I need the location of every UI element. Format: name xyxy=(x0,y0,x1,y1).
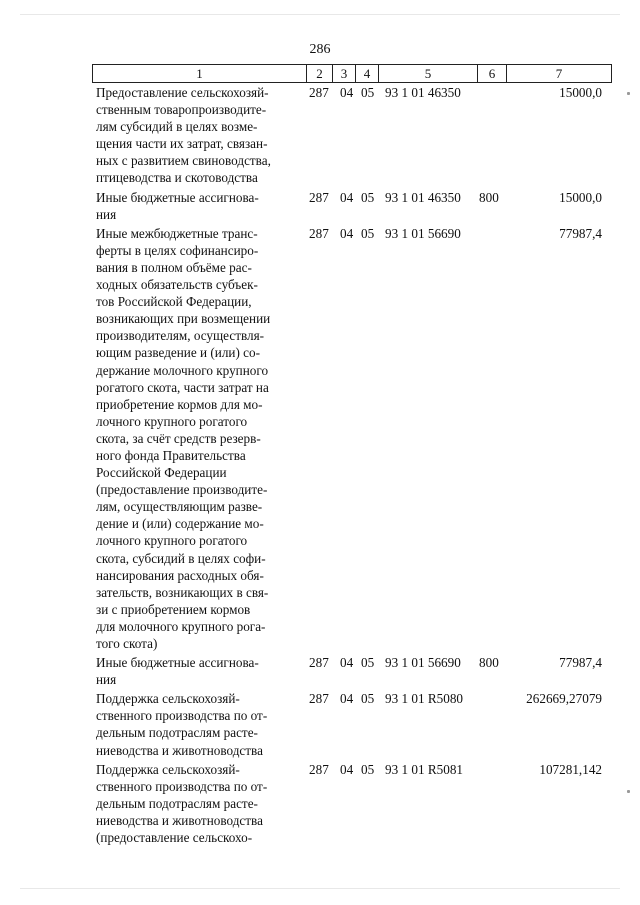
cell-c7: 15000,0 xyxy=(559,85,602,100)
cell-c2: 287 xyxy=(309,85,329,100)
cell-c5: 93 1 01 56690 xyxy=(385,655,461,671)
description-line: зи с приобретением кормов xyxy=(96,601,251,617)
description-line: лочного крупного рогатого xyxy=(96,413,248,429)
description-line: нансирования расходных обя- xyxy=(96,567,264,583)
table-row xyxy=(0,654,640,688)
header-col-5: 5 xyxy=(379,65,478,83)
description-line: Поддержка сельскохозяй- xyxy=(96,691,240,707)
top-scan-border xyxy=(20,14,620,15)
cell-c5: 93 1 01 46350 xyxy=(385,85,461,100)
header-col-2: 2 xyxy=(307,65,333,83)
cell-c2: 287 xyxy=(309,761,329,777)
cell-c2: 287 xyxy=(309,655,329,671)
description-line: Иные бюджетные ассигнова- xyxy=(96,655,259,671)
cell-c7: 77987,4 xyxy=(559,225,602,241)
description-line: того скота) xyxy=(96,636,158,651)
description-line: для молочного крупного рога- xyxy=(96,618,266,634)
row-description xyxy=(96,189,301,223)
table-row xyxy=(0,690,640,758)
table-header xyxy=(92,64,612,83)
description-line: дельным подотраслям расте- xyxy=(96,725,258,741)
description-line: ниеводства и животноводства xyxy=(96,742,263,758)
description-line: ственного производства по от- xyxy=(96,778,268,794)
description-line: ного фонда Правительства xyxy=(96,447,246,463)
header-col-6: 6 xyxy=(478,65,507,83)
cell-c5: 93 1 01 46350 xyxy=(385,189,461,205)
cell-c5: 93 1 01 R5081 xyxy=(385,761,464,777)
cell-c5: 93 1 01 56690 xyxy=(385,225,461,241)
cell-c6: 800 xyxy=(479,655,499,671)
description-line: ниеводства и животноводства xyxy=(96,812,263,828)
description-line: ния xyxy=(96,206,117,222)
header-col-7: 7 xyxy=(507,65,612,83)
cell-c7: 262669,27079 xyxy=(526,691,602,707)
description-line: скота, за счёт средств резерв- xyxy=(96,430,261,446)
description-line: щения части их затрат, связан- xyxy=(96,136,268,152)
cell-c3: 04 xyxy=(340,85,354,100)
cell-c2: 287 xyxy=(309,189,329,205)
header-col-3: 3 xyxy=(333,65,356,83)
row-description xyxy=(96,225,301,652)
table-row xyxy=(0,761,640,846)
cell-c4: 05 xyxy=(361,655,375,671)
description-line: приобретение кормов для мо- xyxy=(96,396,263,412)
row-description xyxy=(96,690,301,758)
description-line: производителям, осуществля- xyxy=(96,328,265,344)
description-line: Иные бюджетные ассигнова- xyxy=(96,189,259,205)
cell-c3: 04 xyxy=(340,189,354,205)
cell-c3: 04 xyxy=(340,225,354,241)
cell-c4: 05 xyxy=(361,225,375,241)
description-line: дельным подотраслям расте- xyxy=(96,795,258,811)
cell-c7: 15000,0 xyxy=(559,189,602,205)
description-line: ственного производства по от- xyxy=(96,708,268,724)
description-line: держание молочного крупного xyxy=(96,362,269,378)
bottom-scan-border xyxy=(20,888,620,889)
header-col-4: 4 xyxy=(356,65,379,83)
cell-c4: 05 xyxy=(361,761,375,777)
description-line: ния xyxy=(96,672,117,688)
cell-c5: 93 1 01 R5080 xyxy=(385,691,464,707)
cell-c2: 287 xyxy=(309,225,329,241)
description-line: ственным товаропроизводите- xyxy=(96,102,267,118)
description-line: лям, осуществляющим разве- xyxy=(96,499,263,515)
header-col-1: 1 xyxy=(93,65,307,83)
description-line: ющим разведение и (или) со- xyxy=(96,345,260,361)
description-line: вания в полном объёме рас- xyxy=(96,259,252,275)
cell-c4: 05 xyxy=(361,691,375,707)
description-line: возникающих при возмещении xyxy=(96,311,271,327)
row-description xyxy=(96,654,301,688)
cell-c2: 287 xyxy=(309,691,329,707)
description-line: тов Российской Федерации, xyxy=(96,294,252,310)
description-line: дение и (или) содержание мо- xyxy=(96,516,264,532)
description-line: скота, субсидий в целях софи- xyxy=(96,550,266,566)
description-line: ходных обязательств субъек- xyxy=(96,277,258,293)
cell-c6: 800 xyxy=(479,189,499,205)
description-line: Предоставление сельскохозяй- xyxy=(96,85,269,100)
row-description xyxy=(96,761,301,846)
cell-c3: 04 xyxy=(340,761,354,777)
table-row xyxy=(0,189,640,223)
description-line: Поддержка сельскохозяй- xyxy=(96,761,240,777)
cell-c7: 107281,142 xyxy=(539,761,602,777)
cell-c3: 04 xyxy=(340,655,354,671)
description-line: ных с развитием свиноводства, xyxy=(96,153,271,169)
description-line: Российской Федерации xyxy=(96,465,227,481)
cell-c4: 05 xyxy=(361,85,375,100)
description-line: лочного крупного рогатого xyxy=(96,533,248,549)
table-row xyxy=(0,225,640,652)
cell-c4: 05 xyxy=(361,189,375,205)
page-number: 286 xyxy=(309,42,331,57)
description-line: лям субсидий в целях возме- xyxy=(96,119,258,135)
table-body xyxy=(0,84,640,848)
table-row xyxy=(0,84,640,187)
description-line: зательств, возникающих в свя- xyxy=(96,584,269,600)
row-description xyxy=(96,84,301,187)
description-line: ферты в целях софинансиро- xyxy=(96,242,259,258)
description-line: (предоставление производите- xyxy=(96,482,268,498)
description-line: птицеводства и скотоводства xyxy=(96,170,258,186)
cell-c7: 77987,4 xyxy=(559,655,602,671)
description-line: рогатого скота, части затрат на xyxy=(96,379,269,395)
description-line: (предоставление сельскохо- xyxy=(96,830,253,846)
cell-c3: 04 xyxy=(340,691,354,707)
description-line: Иные межбюджетные транс- xyxy=(96,225,258,241)
